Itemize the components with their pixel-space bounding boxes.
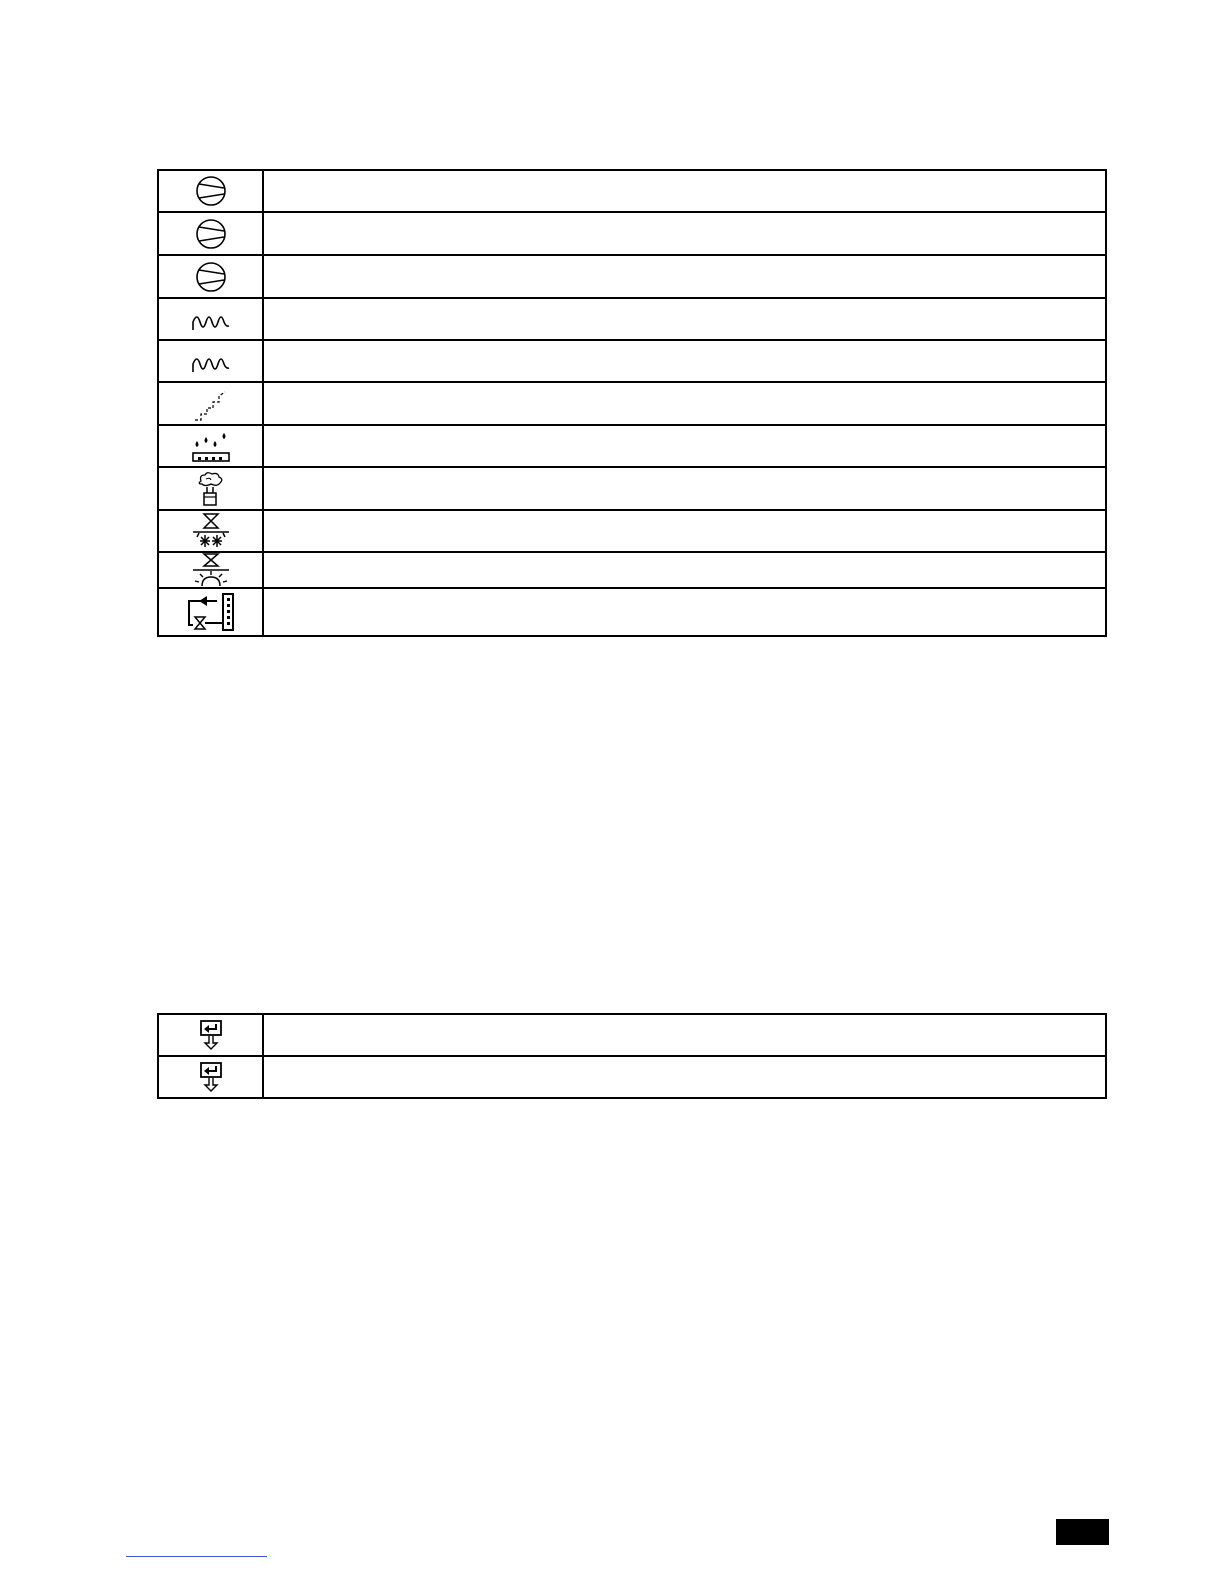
description-cell — [263, 1014, 1106, 1056]
table-row — [158, 298, 1106, 340]
icon-cell — [158, 1014, 263, 1056]
description-cell — [263, 170, 1106, 212]
description-cell — [263, 212, 1106, 255]
icon-legend-table — [157, 169, 1107, 637]
table-row — [158, 212, 1106, 255]
icon-cell — [158, 467, 263, 510]
heater-wave-icon — [189, 304, 233, 334]
defrost-timer-icon — [189, 511, 233, 551]
valve-coil-icon — [183, 592, 239, 632]
icon-cell — [158, 170, 263, 212]
table-row — [158, 425, 1106, 467]
table-row — [158, 467, 1106, 510]
table-row — [158, 255, 1106, 298]
step-ramp-icon — [189, 384, 233, 424]
icon-cell — [158, 1056, 263, 1098]
icon-cell — [158, 510, 263, 552]
description-cell — [263, 382, 1106, 425]
table-row — [158, 1014, 1106, 1056]
enter-download-icon — [196, 1062, 226, 1092]
table-row — [158, 552, 1106, 588]
icon-cell — [158, 425, 263, 467]
description-cell — [263, 510, 1106, 552]
command-icon-table — [157, 1013, 1107, 1099]
heater-wave-icon — [189, 346, 233, 376]
table-row — [158, 340, 1106, 382]
drip-tray-icon — [189, 427, 233, 465]
description-cell — [263, 1056, 1106, 1098]
icon-cell — [158, 212, 263, 255]
description-cell — [263, 340, 1106, 382]
footer-link-underline[interactable] — [126, 1556, 267, 1557]
icon-cell — [158, 552, 263, 588]
description-cell — [263, 467, 1106, 510]
fan-unit-icon — [191, 469, 231, 509]
description-cell — [263, 425, 1106, 467]
icon-cell — [158, 382, 263, 425]
description-cell — [263, 298, 1106, 340]
compressor-icon — [194, 174, 228, 208]
compressor-icon — [194, 260, 228, 294]
table-row — [158, 382, 1106, 425]
description-cell — [263, 588, 1106, 636]
table-row — [158, 170, 1106, 212]
icon-cell — [158, 298, 263, 340]
icon-cell — [158, 340, 263, 382]
compressor-icon — [194, 217, 228, 251]
page-number-tab — [1056, 1519, 1109, 1545]
icon-cell — [158, 255, 263, 298]
enter-download-icon — [196, 1020, 226, 1050]
description-cell — [263, 552, 1106, 588]
table-row — [158, 1056, 1106, 1098]
table-row — [158, 588, 1106, 636]
heating-timer-icon — [189, 553, 233, 587]
table-row — [158, 510, 1106, 552]
icon-cell — [158, 588, 263, 636]
description-cell — [263, 255, 1106, 298]
